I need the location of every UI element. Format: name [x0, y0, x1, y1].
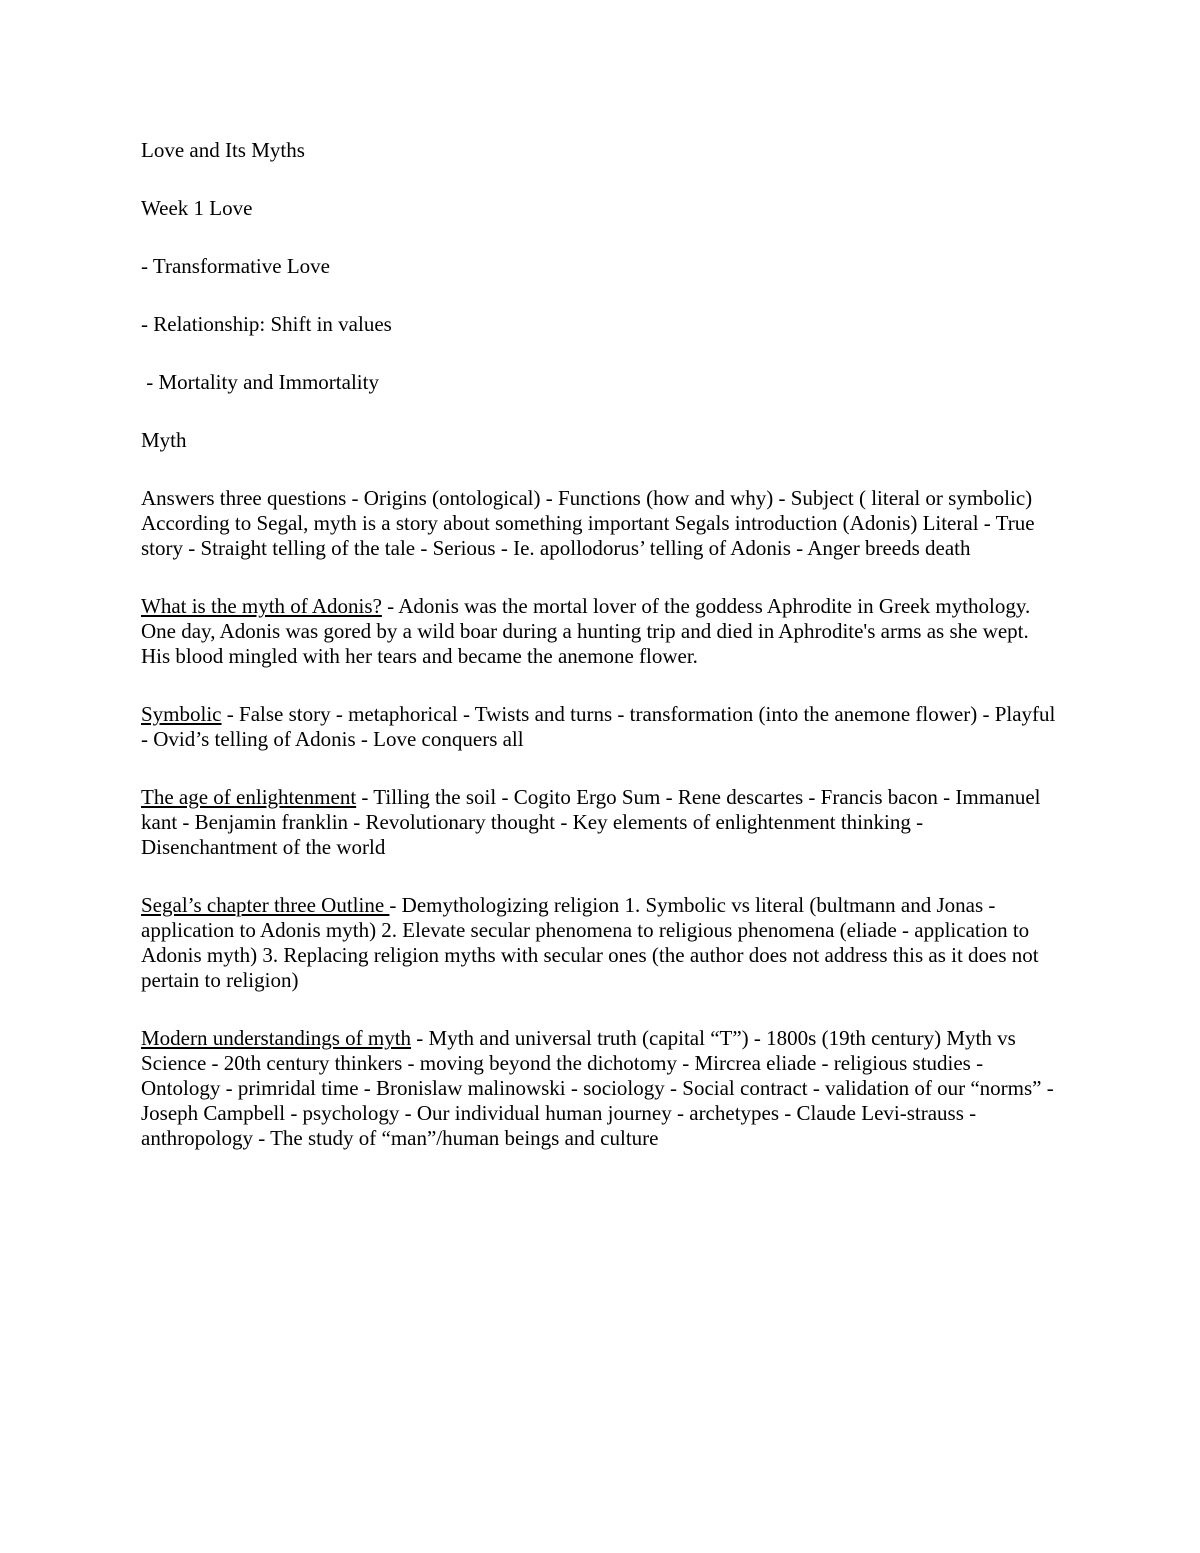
symbolic-body: - False story - metaphorical - Twists and turns - transformation (into the anemone flower) - Playful - Ovid’s telling of Adonis - Love conquers all: [141, 702, 1056, 751]
adonis-body: - Adonis was the mortal lover of the goddess Aphrodite in Greek mythology. One day, Adonis was gored by a wild boar during a hunting trip and died in Aphrodite's arms as she wept. His blood mingled with her tears and became the anemone flower.: [141, 594, 1031, 668]
segal-paragraph: [141, 893, 1061, 993]
document-title: Love and Its Myths: [141, 138, 305, 162]
modern-body: - Myth and universal truth (capital “T”) - 1800s (19th century) Myth vs Science - 20th century thinkers - moving beyond the dichotomy - Mircrea eliade - religious studies - Ontology - primridal time - Bronislaw malinowski - sociology - Social contract - validation of our “norms” - Joseph Campbell - psychology - Our individual human journey - archetypes - Claude Levi-strauss - anthropology - The study of “man”/human beings and culture: [141, 1026, 1054, 1150]
enlightenment-body: - Tilling the soil - Cogito Ergo Sum - Rene descartes - Francis bacon - Immanuel kant - Benjamin franklin - Revolutionary thought - Key elements of enlightenment thinking - Disenchantment of the world: [141, 785, 1041, 859]
adonis-paragraph: [141, 594, 1061, 669]
adonis-heading: What is the myth of Adonis?: [141, 594, 382, 618]
modern-heading: Modern understandings of myth: [141, 1026, 412, 1050]
answers-paragraph: Answers three questions - Origins (ontological) - Functions (how and why) - Subject ( literal or symbolic) According to Segal, myth is a story about something important Segals introduction (Adonis) Literal - True story - Straight telling of the tale - Serious - Ie. apollodorus’ telling of Adonis - Anger breeds death: [141, 486, 1035, 560]
bullet-relationship: - Relationship: Shift in values: [141, 312, 392, 336]
bullet-transformative-love: - Transformative Love: [141, 254, 330, 278]
symbolic-heading: Symbolic: [141, 702, 222, 726]
enlightenment-paragraph: [141, 785, 1061, 860]
segal-heading: Segal’s chapter three Outline: [141, 893, 390, 917]
myth-heading: Myth: [141, 428, 187, 452]
segal-body: - Demythologizing religion 1. Symbolic vs literal (bultmann and Jonas - application to Adonis myth) 2. Elevate secular phenomena to religious phenomena (eliade - application to Adonis myth) 3. Replacing religion myths with secular ones (the author does not address this as it does not pertain to religion): [141, 893, 1039, 992]
document-page: [141, 138, 1061, 1184]
week-heading: Week 1 Love: [141, 196, 253, 220]
enlightenment-heading: The age of enlightenment: [141, 785, 357, 809]
symbolic-paragraph: [141, 702, 1061, 752]
modern-paragraph: [141, 1026, 1061, 1151]
bullet-mortality: - Mortality and Immortality: [141, 370, 379, 394]
